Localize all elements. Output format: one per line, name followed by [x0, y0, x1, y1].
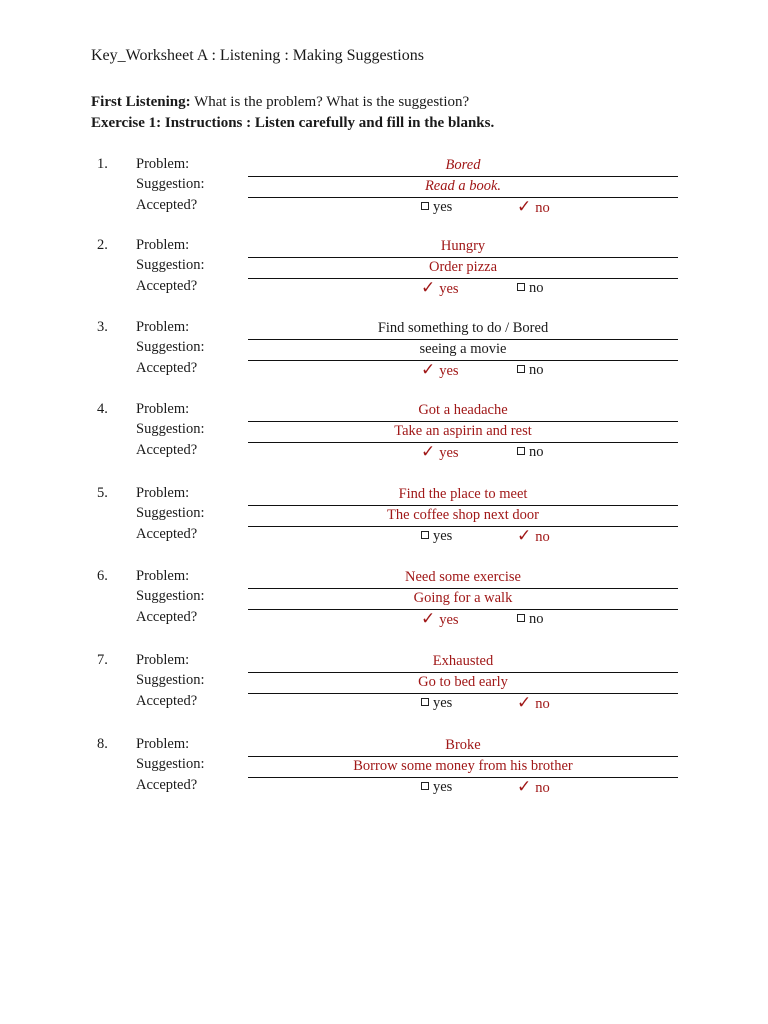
item-number: 7.: [97, 652, 108, 668]
accepted-label: Accepted?: [136, 526, 198, 542]
problem-label: Problem:: [136, 237, 190, 253]
accepted-label: Accepted?: [136, 278, 198, 294]
problem-label: Problem:: [136, 736, 190, 752]
accepted-label: Accepted?: [136, 777, 198, 793]
suggestion-answer: seeing a movie: [248, 340, 678, 361]
problem-label: Problem:: [136, 319, 190, 335]
suggestion-label: Suggestion:: [136, 257, 205, 273]
option-no-label: no: [529, 611, 544, 627]
suggestion-answer: Read a book.: [248, 177, 678, 198]
item-number: 2.: [97, 237, 108, 253]
accepted-label: Accepted?: [136, 360, 198, 376]
checkbox-icon: [517, 283, 525, 291]
option-yes[interactable]: [421, 527, 452, 545]
item-number: 6.: [97, 568, 108, 584]
suggestion-label: Suggestion:: [136, 588, 205, 604]
exercise-item: [0, 736, 768, 802]
option-no-label: no: [529, 444, 544, 460]
option-no-label: no: [535, 696, 550, 712]
first-listening-text: What is the problem? What is the suggestion?: [190, 94, 470, 110]
suggestion-answer: Borrow some money from his brother: [248, 757, 678, 778]
option-no[interactable]: [517, 694, 550, 713]
problem-answer: Got a headache: [248, 401, 678, 422]
item-number: 4.: [97, 401, 108, 417]
checkmark-icon: ✓: [517, 693, 532, 713]
checkbox-icon: [421, 202, 429, 210]
problem-label: Problem:: [136, 401, 190, 417]
accepted-label: Accepted?: [136, 609, 198, 625]
suggestion-label: Suggestion:: [136, 756, 205, 772]
option-yes[interactable]: [421, 610, 459, 629]
checkmark-icon: ✓: [517, 526, 532, 546]
exercise-item: [0, 485, 768, 551]
option-no-label: no: [535, 200, 550, 216]
exercise-item: [0, 319, 768, 385]
first-listening-line: [91, 94, 469, 111]
accepted-label: Accepted?: [136, 442, 198, 458]
item-number: 1.: [97, 156, 108, 172]
checkbox-icon: [517, 447, 525, 455]
option-yes[interactable]: [421, 361, 459, 380]
option-yes-label: yes: [439, 445, 459, 461]
exercise-item: [0, 237, 768, 303]
problem-label: Problem:: [136, 156, 190, 172]
problem-answer: Hungry: [248, 237, 678, 258]
checkmark-icon: ✓: [421, 278, 436, 298]
option-no[interactable]: [517, 610, 544, 628]
option-yes[interactable]: [421, 694, 452, 712]
problem-answer: Find the place to meet: [248, 485, 678, 506]
first-listening-label: First Listening:: [91, 94, 191, 110]
checkmark-icon: ✓: [421, 360, 436, 380]
exercise-item: [0, 156, 768, 222]
option-yes[interactable]: [421, 443, 459, 462]
option-no-label: no: [529, 280, 544, 296]
suggestion-label: Suggestion:: [136, 176, 205, 192]
suggestion-label: Suggestion:: [136, 421, 205, 437]
checkmark-icon: ✓: [517, 197, 532, 217]
problem-label: Problem:: [136, 568, 190, 584]
checkmark-icon: ✓: [421, 442, 436, 462]
suggestion-answer: The coffee shop next door: [248, 506, 678, 527]
checkbox-icon: [517, 614, 525, 622]
exercise-item: [0, 652, 768, 718]
option-yes-label: yes: [439, 612, 459, 628]
suggestion-answer: Going for a walk: [248, 589, 678, 610]
option-yes-label: yes: [433, 695, 453, 711]
option-no[interactable]: [517, 279, 544, 297]
option-yes-label: yes: [433, 779, 453, 795]
problem-answer: Need some exercise: [248, 568, 678, 589]
problem-answer: Find something to do / Bored: [248, 319, 678, 340]
exercise-instructions: Exercise 1: Instructions : Listen carefully and fill in the blanks.: [91, 115, 495, 131]
checkbox-icon: [421, 531, 429, 539]
checkmark-icon: ✓: [421, 609, 436, 629]
item-number: 3.: [97, 319, 108, 335]
suggestion-label: Suggestion:: [136, 505, 205, 521]
option-yes-label: yes: [439, 281, 459, 297]
option-yes-label: yes: [433, 528, 453, 544]
option-yes[interactable]: [421, 198, 452, 216]
checkmark-icon: ✓: [517, 777, 532, 797]
suggestion-label: Suggestion:: [136, 339, 205, 355]
accepted-label: Accepted?: [136, 197, 198, 213]
exercise-item: [0, 401, 768, 467]
option-yes[interactable]: [421, 279, 459, 298]
suggestion-answer: Order pizza: [248, 258, 678, 279]
option-no-label: no: [535, 529, 550, 545]
suggestion-answer: Go to bed early: [248, 673, 678, 694]
worksheet-title: Key_Worksheet A : Listening : Making Suggestions: [91, 47, 424, 64]
option-no[interactable]: [517, 527, 550, 546]
option-yes-label: yes: [439, 363, 459, 379]
suggestion-answer: Take an aspirin and rest: [248, 422, 678, 443]
checkbox-icon: [517, 365, 525, 373]
checkbox-icon: [421, 782, 429, 790]
option-no[interactable]: [517, 361, 544, 379]
option-no-label: no: [535, 780, 550, 796]
option-no[interactable]: [517, 443, 544, 461]
problem-answer: Bored: [248, 156, 678, 177]
problem-label: Problem:: [136, 485, 190, 501]
problem-label: Problem:: [136, 652, 190, 668]
option-no[interactable]: [517, 778, 550, 797]
item-number: 5.: [97, 485, 108, 501]
exercise-item: [0, 568, 768, 634]
suggestion-label: Suggestion:: [136, 672, 205, 688]
problem-answer: Broke: [248, 736, 678, 757]
problem-answer: Exhausted: [248, 652, 678, 673]
option-no[interactable]: [517, 198, 550, 217]
option-no-label: no: [529, 362, 544, 378]
item-number: 8.: [97, 736, 108, 752]
accepted-label: Accepted?: [136, 693, 198, 709]
option-yes[interactable]: [421, 778, 452, 796]
checkbox-icon: [421, 698, 429, 706]
option-yes-label: yes: [433, 199, 453, 215]
